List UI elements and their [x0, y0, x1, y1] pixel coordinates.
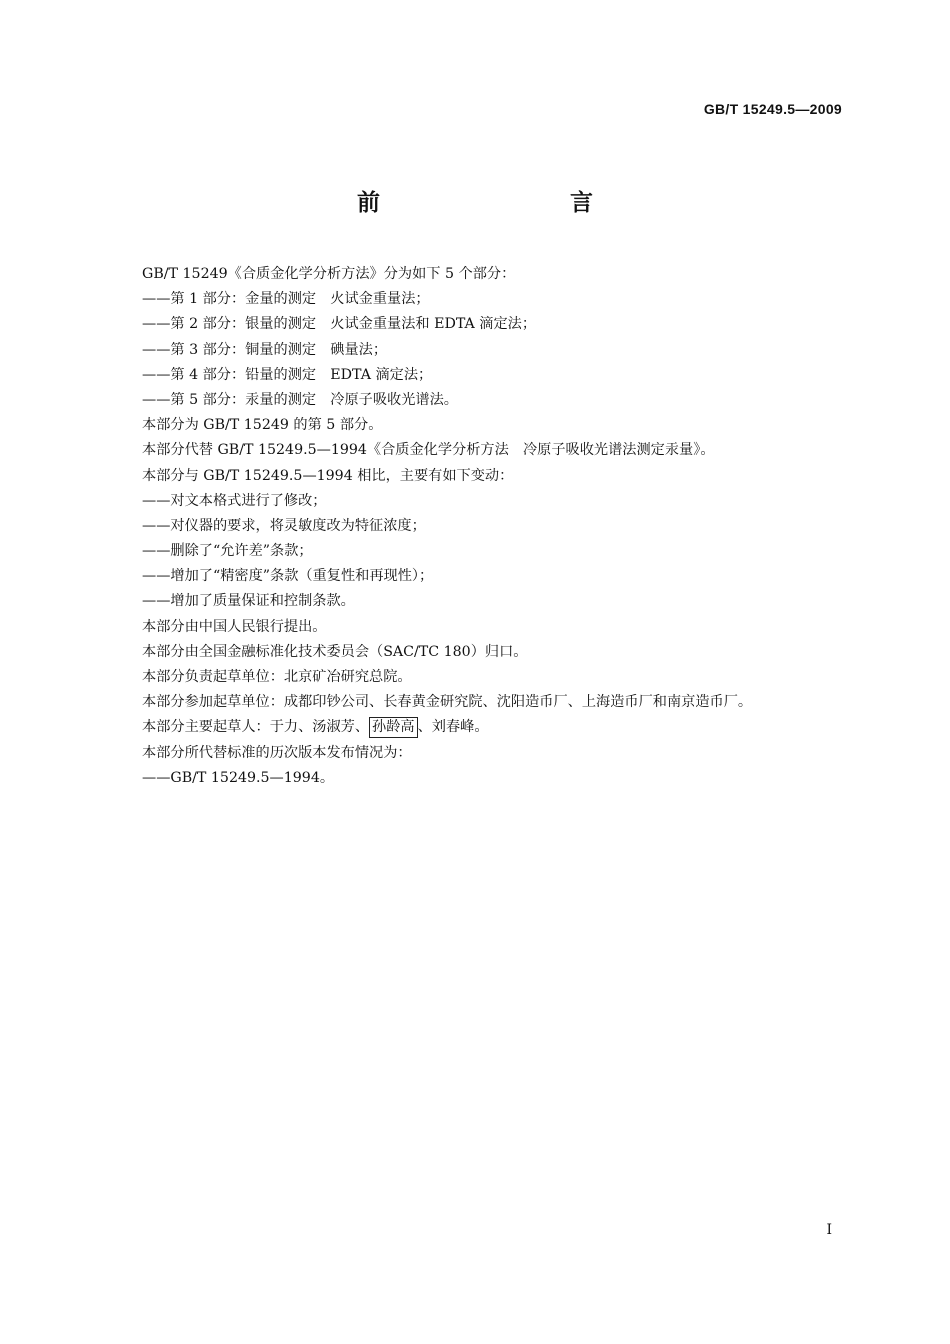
paragraph: 本部分所代替标准的历次版本发布情况为： — [142, 744, 412, 761]
list-item: ——增加了“精密度”条款（重复性和再现性）； — [142, 568, 434, 585]
paragraph: 本部分由全国金融标准化技术委员会（SAC/TC 180）归口。 — [142, 643, 528, 660]
page-number: I — [826, 1222, 832, 1238]
list-item: ——第 4 部分：铅量的测定 EDTA 滴定法； — [142, 366, 433, 383]
list-item: ——删除了“允许差”条款； — [142, 543, 313, 560]
drafters-suffix: 、刘春峰。 — [417, 719, 489, 736]
list-item: ——第 2 部分：银量的测定 火试金重量法和 EDTA 滴定法； — [142, 316, 537, 333]
paragraph: 本部分由中国人民银行提出。 — [142, 618, 327, 635]
paragraph: GB/T 15249《合质金化学分析方法》分为如下 5 个部分： — [142, 266, 516, 282]
list-item: ——对文本格式进行了修改； — [142, 492, 327, 509]
paragraph: 本部分参加起草单位：成都印钞公司、长春黄金研究院、沈阳造币厂、上海造币厂和南京造币厂。 — [142, 694, 753, 711]
list-item: ——对仪器的要求，将灵敏度改为特征浓度； — [142, 517, 426, 534]
list-item: ——第 5 部分：汞量的测定 冷原子吸收光谱法。 — [142, 391, 458, 408]
list-item: ——增加了质量保证和控制条款。 — [142, 593, 355, 610]
page-title: 前 言 — [357, 190, 641, 216]
paragraph: 本部分与 GB/T 15249.5—1994 相比，主要有如下变动： — [142, 467, 514, 484]
paragraph: 本部分为 GB/T 15249 的第 5 部分。 — [142, 417, 383, 434]
drafters-prefix: 本部分主要起草人：于力、汤淑芳、 — [142, 719, 370, 736]
standard-code: GB/T 15249.5—2009 — [703, 101, 842, 117]
foreword-body — [142, 262, 842, 791]
boxed-drafter-name: 孙龄高 — [369, 717, 418, 738]
drafters-paragraph — [142, 715, 842, 740]
paragraph: 本部分负责起草单位：北京矿冶研究总院。 — [142, 669, 412, 685]
list-item: ——GB/T 15249.5—1994。 — [142, 769, 335, 786]
list-item: ——第 3 部分：铜量的测定 碘量法； — [142, 341, 388, 358]
paragraph: 本部分代替 GB/T 15249.5—1994《合质金化学分析方法 冷原子吸收光谱法测定汞量》。 — [142, 442, 715, 459]
list-item: ——第 1 部分：金量的测定 火试金重量法； — [142, 291, 430, 308]
